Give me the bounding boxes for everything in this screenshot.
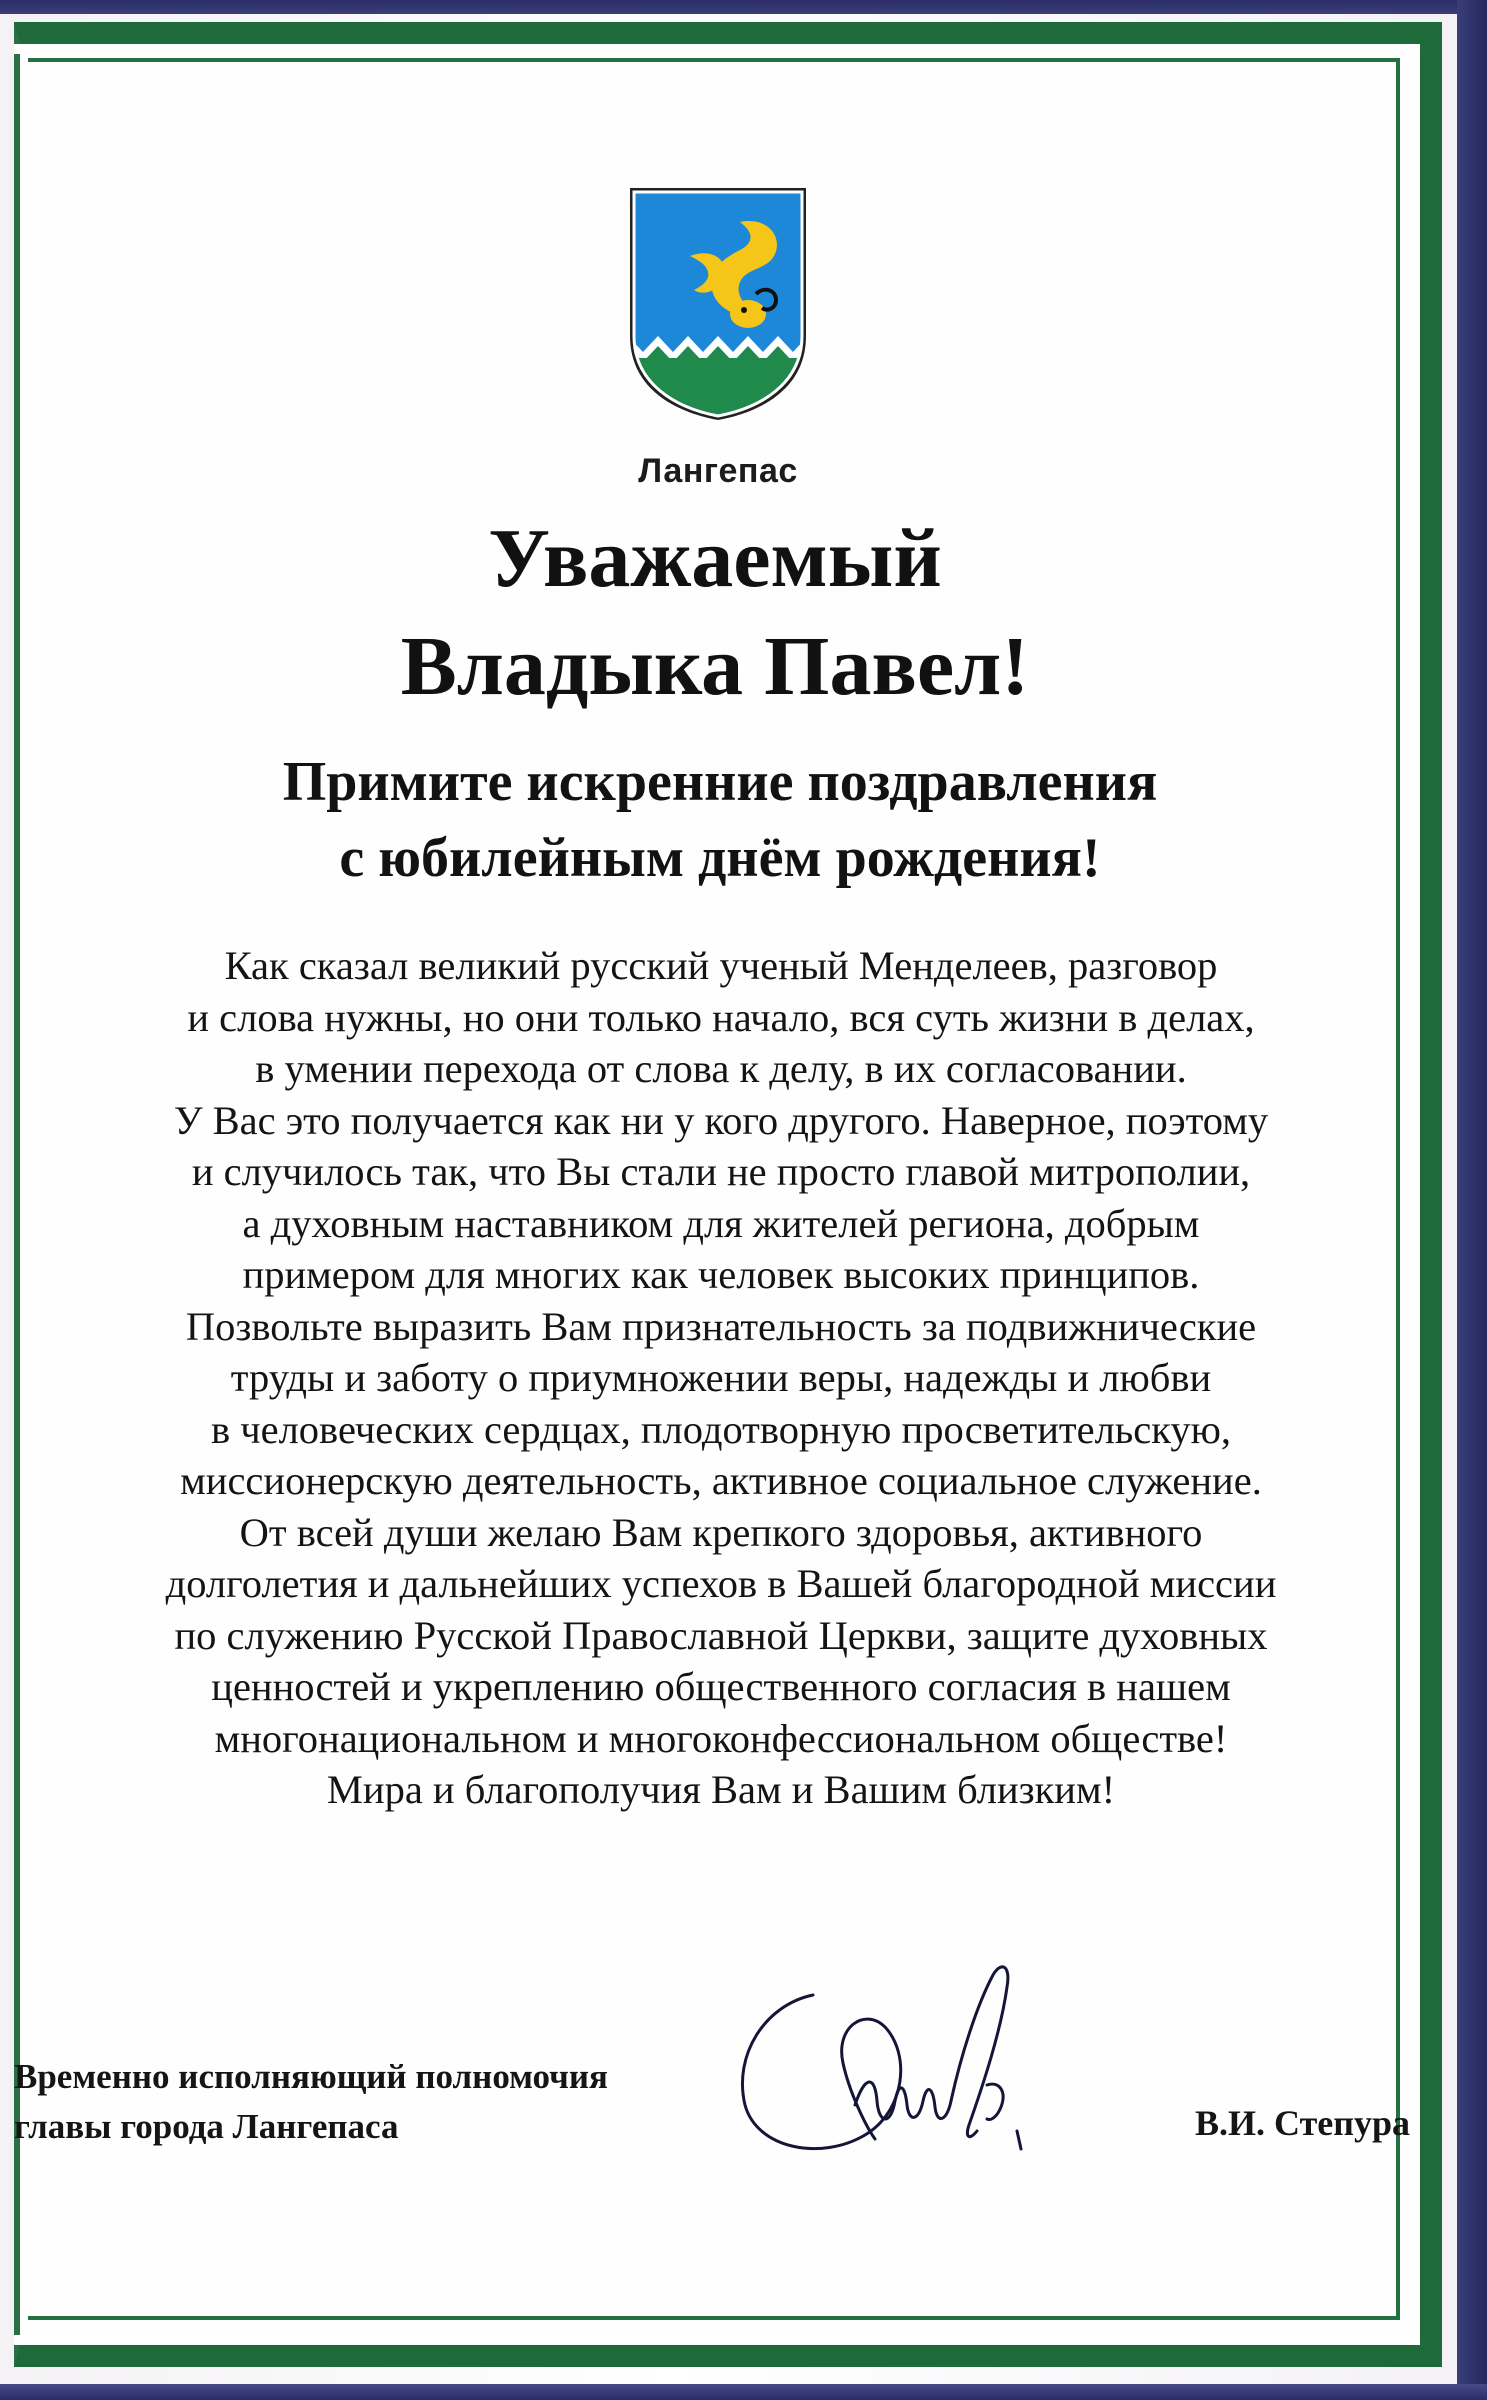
signer-position bbox=[14, 2052, 794, 2152]
body-line: многонациональном и многоконфессиональном обществе! bbox=[214, 1715, 1228, 1761]
body-line: миссионерскую деятельность, активное социальное служение. bbox=[180, 1458, 1262, 1503]
body-line: Позвольте выразить Вам признательность за подвижнические bbox=[185, 1303, 1257, 1349]
greeting-line: Владыка Павел! bbox=[400, 620, 1030, 713]
headline-line: с юбилейным днём рождения! bbox=[339, 827, 1101, 889]
body-line: долголетия и дальнейших успехов в Вашей благородной миссии bbox=[165, 1561, 1277, 1606]
congratulation-headline bbox=[110, 744, 1330, 896]
signer-position-line: главы города Лангепаса bbox=[14, 2107, 399, 2146]
body-line: примером для многих как человек высоких принципов. bbox=[242, 1252, 1200, 1297]
headline-line: Примите искренние поздравления bbox=[282, 751, 1158, 813]
greeting-heading bbox=[200, 505, 1230, 721]
body-line: Мира и благополучия Вам и Вашим близким! bbox=[326, 1767, 1116, 1812]
body-line: ценностей и укреплению общественного согласия в нашем bbox=[211, 1664, 1231, 1709]
signature-icon bbox=[725, 1935, 1065, 2185]
body-line: От всей души желаю Вам крепкого здоровья, активного bbox=[239, 1509, 1203, 1555]
body-line: в умении перехода от слова к делу, в их согласовании. bbox=[255, 1046, 1187, 1091]
signer-name: В.И. Степура bbox=[1195, 2103, 1410, 2143]
body-line: труды и заботу о приумножении веры, надежды и любви bbox=[230, 1355, 1212, 1400]
body-line: Как сказал великий русский ученый Менделеев, разговор bbox=[224, 943, 1218, 988]
letter-body bbox=[36, 940, 1406, 1816]
body-line: в человеческих сердцах, плодотворную просветительскую, bbox=[211, 1406, 1231, 1452]
greeting-line: Уважаемый bbox=[488, 512, 942, 605]
city-label: Лангепас bbox=[638, 452, 798, 490]
signer-position-line: Временно исполняющий полномочия bbox=[14, 2057, 608, 2096]
body-line: по служению Русской Православной Церкви, защите духовных bbox=[174, 1612, 1268, 1658]
body-line: и слова нужны, но они только начало, вся суть жизни в делах, bbox=[187, 994, 1255, 1040]
coat-of-arms-icon bbox=[628, 186, 808, 420]
body-line: и случилось так, что Вы стали не просто главой митрополии, bbox=[191, 1149, 1251, 1194]
body-line: У Вас это получается как ни у кого другого. Наверное, поэтому bbox=[173, 1097, 1269, 1143]
body-line: а духовным наставником для жителей региона, добрым bbox=[242, 1200, 1200, 1246]
